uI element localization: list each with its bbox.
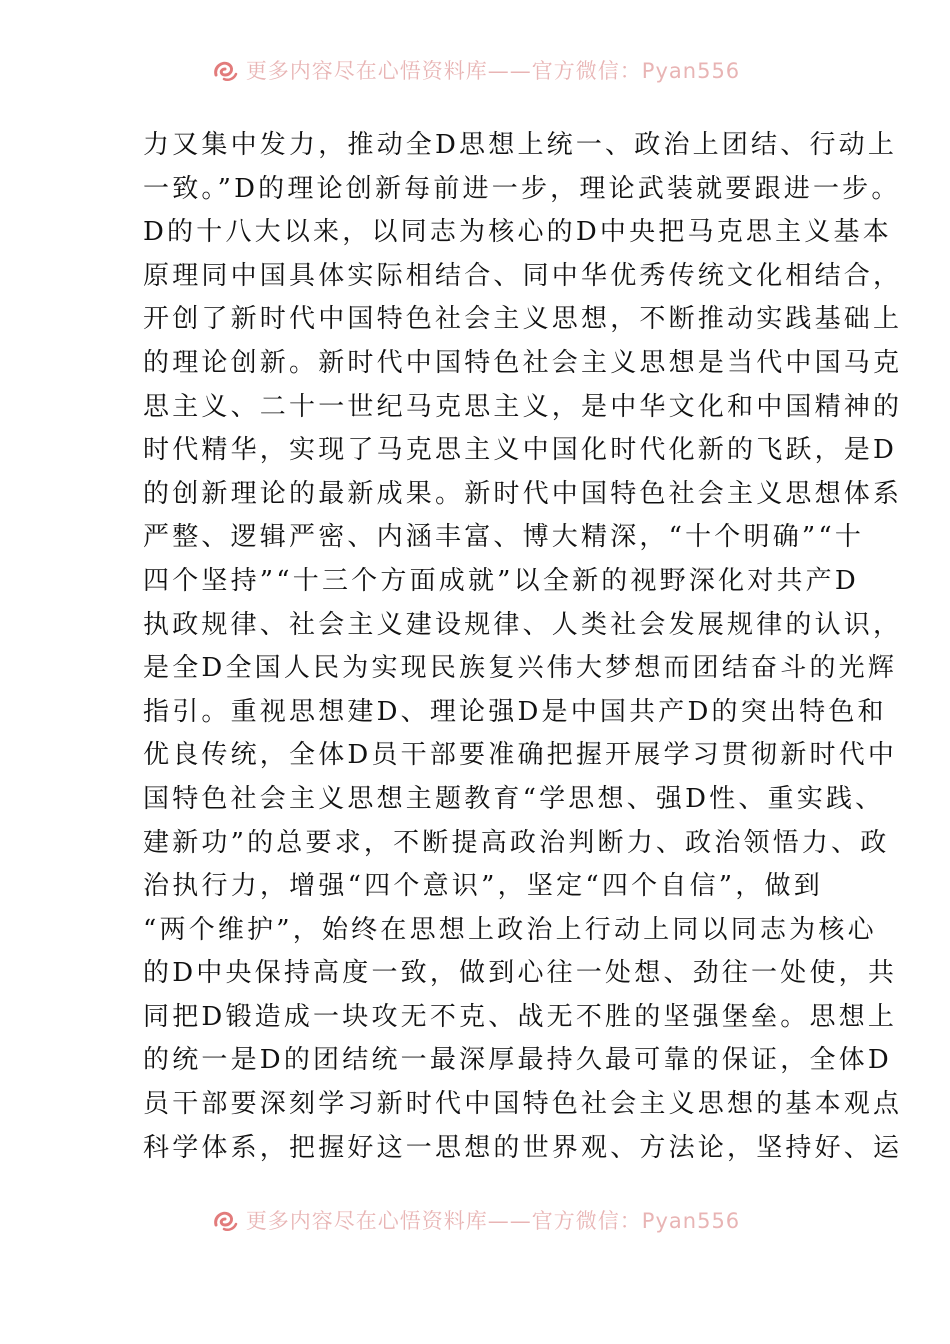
text-line: 优良传统，全体D员干部要准确把握开展学习贯彻新时代中: [143, 740, 898, 771]
text-line: 开创了新时代中国特色社会主义思想，不断推动实践基础上: [143, 304, 903, 335]
text-line: 一致。”D的理论创新每前进一步，理论武装就要跟进一步。: [143, 173, 901, 204]
watermark-text: 更多内容尽在心悟资料库——官方微信：Pyan556: [245, 1209, 741, 1233]
text-line: 原理同中国具体实际相结合、同中华优秀传统文化相结合，: [143, 260, 903, 291]
text-line: D的十八大以来，以同志为核心的D中央把马克思主义基本: [143, 217, 892, 248]
text-line: 科学体系，把握好这一思想的世界观、方法论，坚持好、运: [143, 1132, 903, 1163]
text-line: 同把D锻造成一块攻无不克、战无不胜的坚强堡垒。思想上: [143, 1001, 898, 1032]
footer-watermark: [0, 1198, 950, 1242]
text-line: 四个坚持”“十三个方面成就”以全新的视野深化对共产D: [143, 565, 859, 596]
text-line: 治执行力，增强“四个意识”，坚定“四个自信”，做到: [143, 871, 823, 902]
text-line: 的理论创新。新时代中国特色社会主义思想是当代中国马克: [143, 347, 903, 378]
text-line: 指引。重视思想建D、理论强D是中国共产D的突出特色和: [143, 696, 887, 727]
text-line: 员干部要深刻学习新时代中国特色社会主义思想的基本观点: [143, 1089, 903, 1120]
text-line: 严整、逻辑严密、内涵丰富、博大精深，“十个明确”“十: [143, 522, 865, 553]
text-line: 执政规律、社会主义建设规律、人类社会发展规律的认识，: [143, 609, 903, 640]
text-line: 时代精华，实现了马克思主义中国化时代化新的飞跃，是D: [143, 435, 898, 466]
text-line: 建新功”的总要求，不断提高政治判断力、政治领悟力、政: [143, 827, 890, 858]
text-line: 的创新理论的最新成果。新时代中国特色社会主义思想体系: [143, 478, 903, 509]
text-line: 力又集中发力，推动全D思想上统一、政治上团结、行动上: [143, 130, 898, 160]
spiral-logo-icon: [210, 1205, 240, 1235]
header-watermark: [0, 48, 950, 92]
text-line: 的统一是D的团结统一最深厚最持久最可靠的保证，全体D: [143, 1045, 892, 1076]
text-line: “两个维护”，始终在思想上政治上行动上同以同志为核心: [143, 914, 877, 945]
text-line: 思主义、二十一世纪马克思主义，是中华文化和中国精神的: [143, 391, 903, 422]
text-line: 的D中央保持高度一致，做到心往一处想、劲往一处使，共: [143, 958, 898, 989]
text-line: 国特色社会主义思想主题教育“学思想、强D性、重实践、: [143, 783, 885, 814]
spiral-logo-icon: [210, 55, 240, 85]
document-body: [143, 124, 903, 1170]
watermark-text: 更多内容尽在心悟资料库——官方微信：Pyan556: [245, 59, 741, 83]
text-line: 是全D全国人民为实现民族复兴伟大梦想而团结奋斗的光辉: [143, 653, 898, 684]
